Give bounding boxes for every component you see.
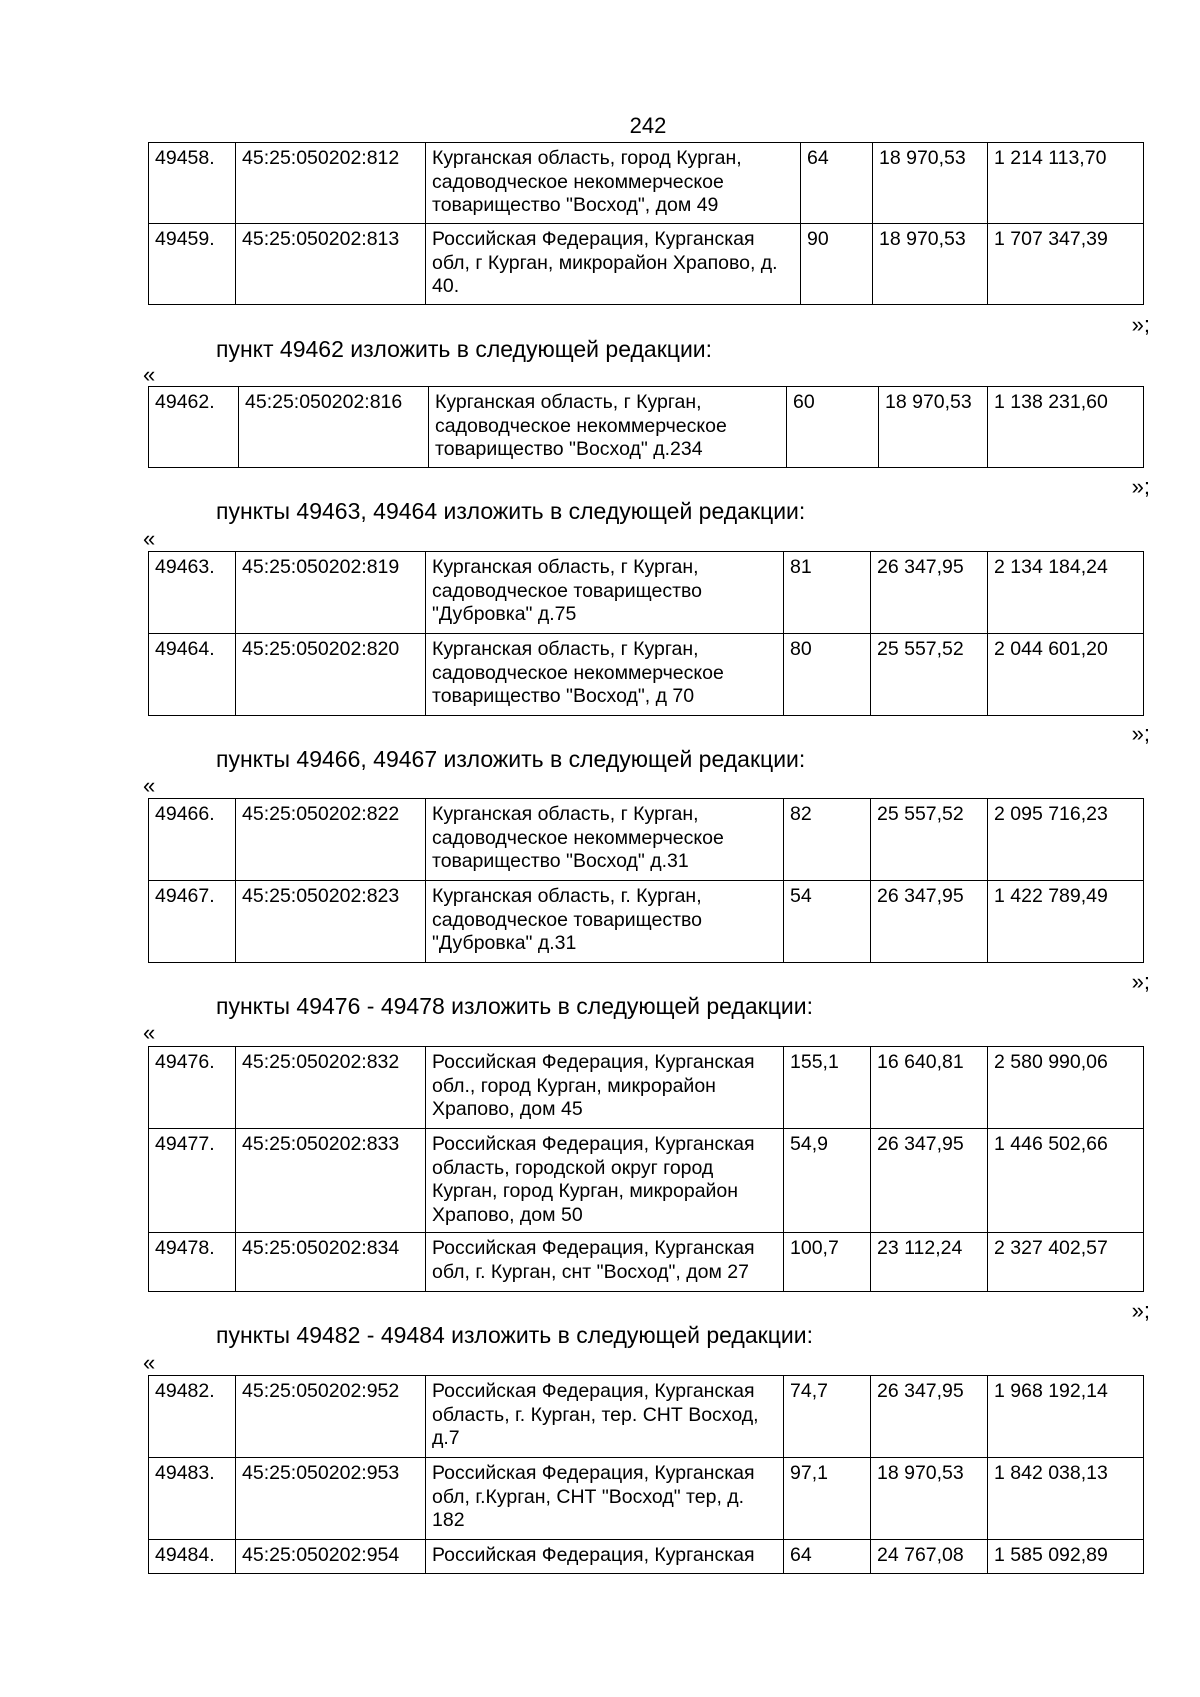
table-row [149,387,1144,468]
address: Российская Федерация, Курганская обл, г. Курган, снт "Восход", дом 27 [426,1233,784,1292]
registry-table [148,142,1144,305]
cadastral-number: 45:25:050202:822 [236,799,426,881]
area: 54,9 [784,1129,871,1233]
address: Курганская область, г Курган, садоводческое некоммерческое товарищество "Восход", д 70 [426,634,784,716]
row-number: 49466. [149,799,236,881]
amendment-instruction: пункты 49466, 49467 изложить в следующей редакции: [216,746,806,772]
cadastral-value: 1 422 789,49 [988,881,1144,963]
cadastral-rate: 25 557,52 [871,799,988,881]
table-row [149,1047,1144,1129]
area: 100,7 [784,1233,871,1292]
area: 90 [801,224,873,305]
table-row [149,1376,1144,1458]
registry-table [148,1046,1144,1292]
table-row [149,799,1144,881]
area: 81 [784,552,871,634]
table-row [149,881,1144,963]
closing-quote: »; [1131,474,1150,499]
table-row [149,552,1144,634]
area: 54 [784,881,871,963]
cadastral-number: 45:25:050202:832 [236,1047,426,1129]
cadastral-number: 45:25:050202:812 [236,143,426,224]
row-number: 49477. [149,1129,236,1233]
registry-table [148,798,1144,963]
address: Российская Федерация, Курганская область, г. Курган, тер. СНТ Восход, д.7 [426,1376,784,1458]
opening-quote: « [143,362,156,387]
cadastral-number: 45:25:050202:834 [236,1233,426,1292]
table-row [149,1458,1144,1540]
cadastral-number: 45:25:050202:823 [236,881,426,963]
address: Российская Федерация, Курганская [426,1540,784,1574]
cadastral-rate: 24 767,08 [871,1540,988,1574]
address: Российская Федерация, Курганская обл., город Курган, микрорайон Храпово, дом 45 [426,1047,784,1129]
amendment-instruction: пункт 49462 изложить в следующей редакции: [216,336,713,362]
address: Российская Федерация, Курганская обл, г Курган, микрорайон Храпово, д. 40. [426,224,801,305]
row-number: 49458. [149,143,236,224]
area: 80 [784,634,871,716]
closing-quote: »; [1131,721,1150,746]
cadastral-number: 45:25:050202:953 [236,1458,426,1540]
registry-table [148,1375,1144,1574]
cadastral-value: 2 580 990,06 [988,1047,1144,1129]
opening-quote: « [143,773,156,798]
cadastral-value: 1 138 231,60 [988,387,1144,468]
cadastral-rate: 26 347,95 [871,1376,988,1458]
cadastral-number: 45:25:050202:952 [236,1376,426,1458]
registry-table [148,551,1144,716]
amendment-instruction: пункты 49482 - 49484 изложить в следующей редакции: [216,1322,813,1348]
cadastral-rate: 18 970,53 [873,224,988,305]
cadastral-rate: 26 347,95 [871,1129,988,1233]
area: 60 [787,387,879,468]
cadastral-number: 45:25:050202:813 [236,224,426,305]
address: Курганская область, г Курган, садоводческое некоммерческое товарищество "Восход" д.234 [429,387,787,468]
row-number: 49483. [149,1458,236,1540]
cadastral-number: 45:25:050202:833 [236,1129,426,1233]
area: 64 [784,1540,871,1574]
cadastral-value: 2 327 402,57 [988,1233,1144,1292]
area: 155,1 [784,1047,871,1129]
table-row [149,1540,1144,1574]
cadastral-rate: 18 970,53 [871,1458,988,1540]
cadastral-value: 2 134 184,24 [988,552,1144,634]
cadastral-rate: 23 112,24 [871,1233,988,1292]
cadastral-value: 1 707 347,39 [988,224,1144,305]
area: 64 [801,143,873,224]
address: Курганская область, г Курган, садоводческое товарищество "Дубровка" д.75 [426,552,784,634]
cadastral-number: 45:25:050202:819 [236,552,426,634]
amendment-instruction: пункты 49463, 49464 изложить в следующей редакции: [216,498,806,524]
address: Российская Федерация, Курганская область, городской округ город Курган, город Курган, микрорайон Храпово, дом 50 [426,1129,784,1233]
row-number: 49459. [149,224,236,305]
table-row [149,224,1144,305]
closing-quote: »; [1131,969,1150,994]
cadastral-value: 1 214 113,70 [988,143,1144,224]
cadastral-rate: 25 557,52 [871,634,988,716]
address: Курганская область, город Курган, садоводческое некоммерческое товарищество "Восход", дом 49 [426,143,801,224]
cadastral-value: 1 968 192,14 [988,1376,1144,1458]
row-number: 49478. [149,1233,236,1292]
row-number: 49484. [149,1540,236,1574]
page-number: 242 [629,113,667,138]
row-number: 49467. [149,881,236,963]
row-number: 49482. [149,1376,236,1458]
cadastral-number: 45:25:050202:820 [236,634,426,716]
row-number: 49463. [149,552,236,634]
row-number: 49464. [149,634,236,716]
opening-quote: « [143,1020,156,1045]
cadastral-number: 45:25:050202:816 [239,387,429,468]
cadastral-value: 1 446 502,66 [988,1129,1144,1233]
cadastral-number: 45:25:050202:954 [236,1540,426,1574]
row-number: 49476. [149,1047,236,1129]
opening-quote: « [143,526,156,551]
cadastral-value: 1 842 038,13 [988,1458,1144,1540]
table-row [149,1129,1144,1233]
closing-quote: »; [1131,1298,1150,1323]
area: 97,1 [784,1458,871,1540]
cadastral-value: 2 044 601,20 [988,634,1144,716]
address: Курганская область, г. Курган, садоводческое товарищество "Дубровка" д.31 [426,881,784,963]
cadastral-value: 1 585 092,89 [988,1540,1144,1574]
table-row [149,634,1144,716]
cadastral-value: 2 095 716,23 [988,799,1144,881]
row-number: 49462. [149,387,239,468]
table-row [149,1233,1144,1292]
cadastral-rate: 18 970,53 [873,143,988,224]
closing-quote: »; [1131,312,1150,337]
amendment-instruction: пункты 49476 - 49478 изложить в следующей редакции: [216,993,813,1019]
area: 82 [784,799,871,881]
cadastral-rate: 26 347,95 [871,881,988,963]
address: Курганская область, г Курган, садоводческое некоммерческое товарищество "Восход" д.31 [426,799,784,881]
area: 74,7 [784,1376,871,1458]
opening-quote: « [143,1350,156,1375]
table-row [149,143,1144,224]
cadastral-rate: 18 970,53 [879,387,988,468]
registry-table [148,386,1144,468]
address: Российская Федерация, Курганская обл, г.Курган, СНТ "Восход" тер, д. 182 [426,1458,784,1540]
cadastral-rate: 26 347,95 [871,552,988,634]
cadastral-rate: 16 640,81 [871,1047,988,1129]
